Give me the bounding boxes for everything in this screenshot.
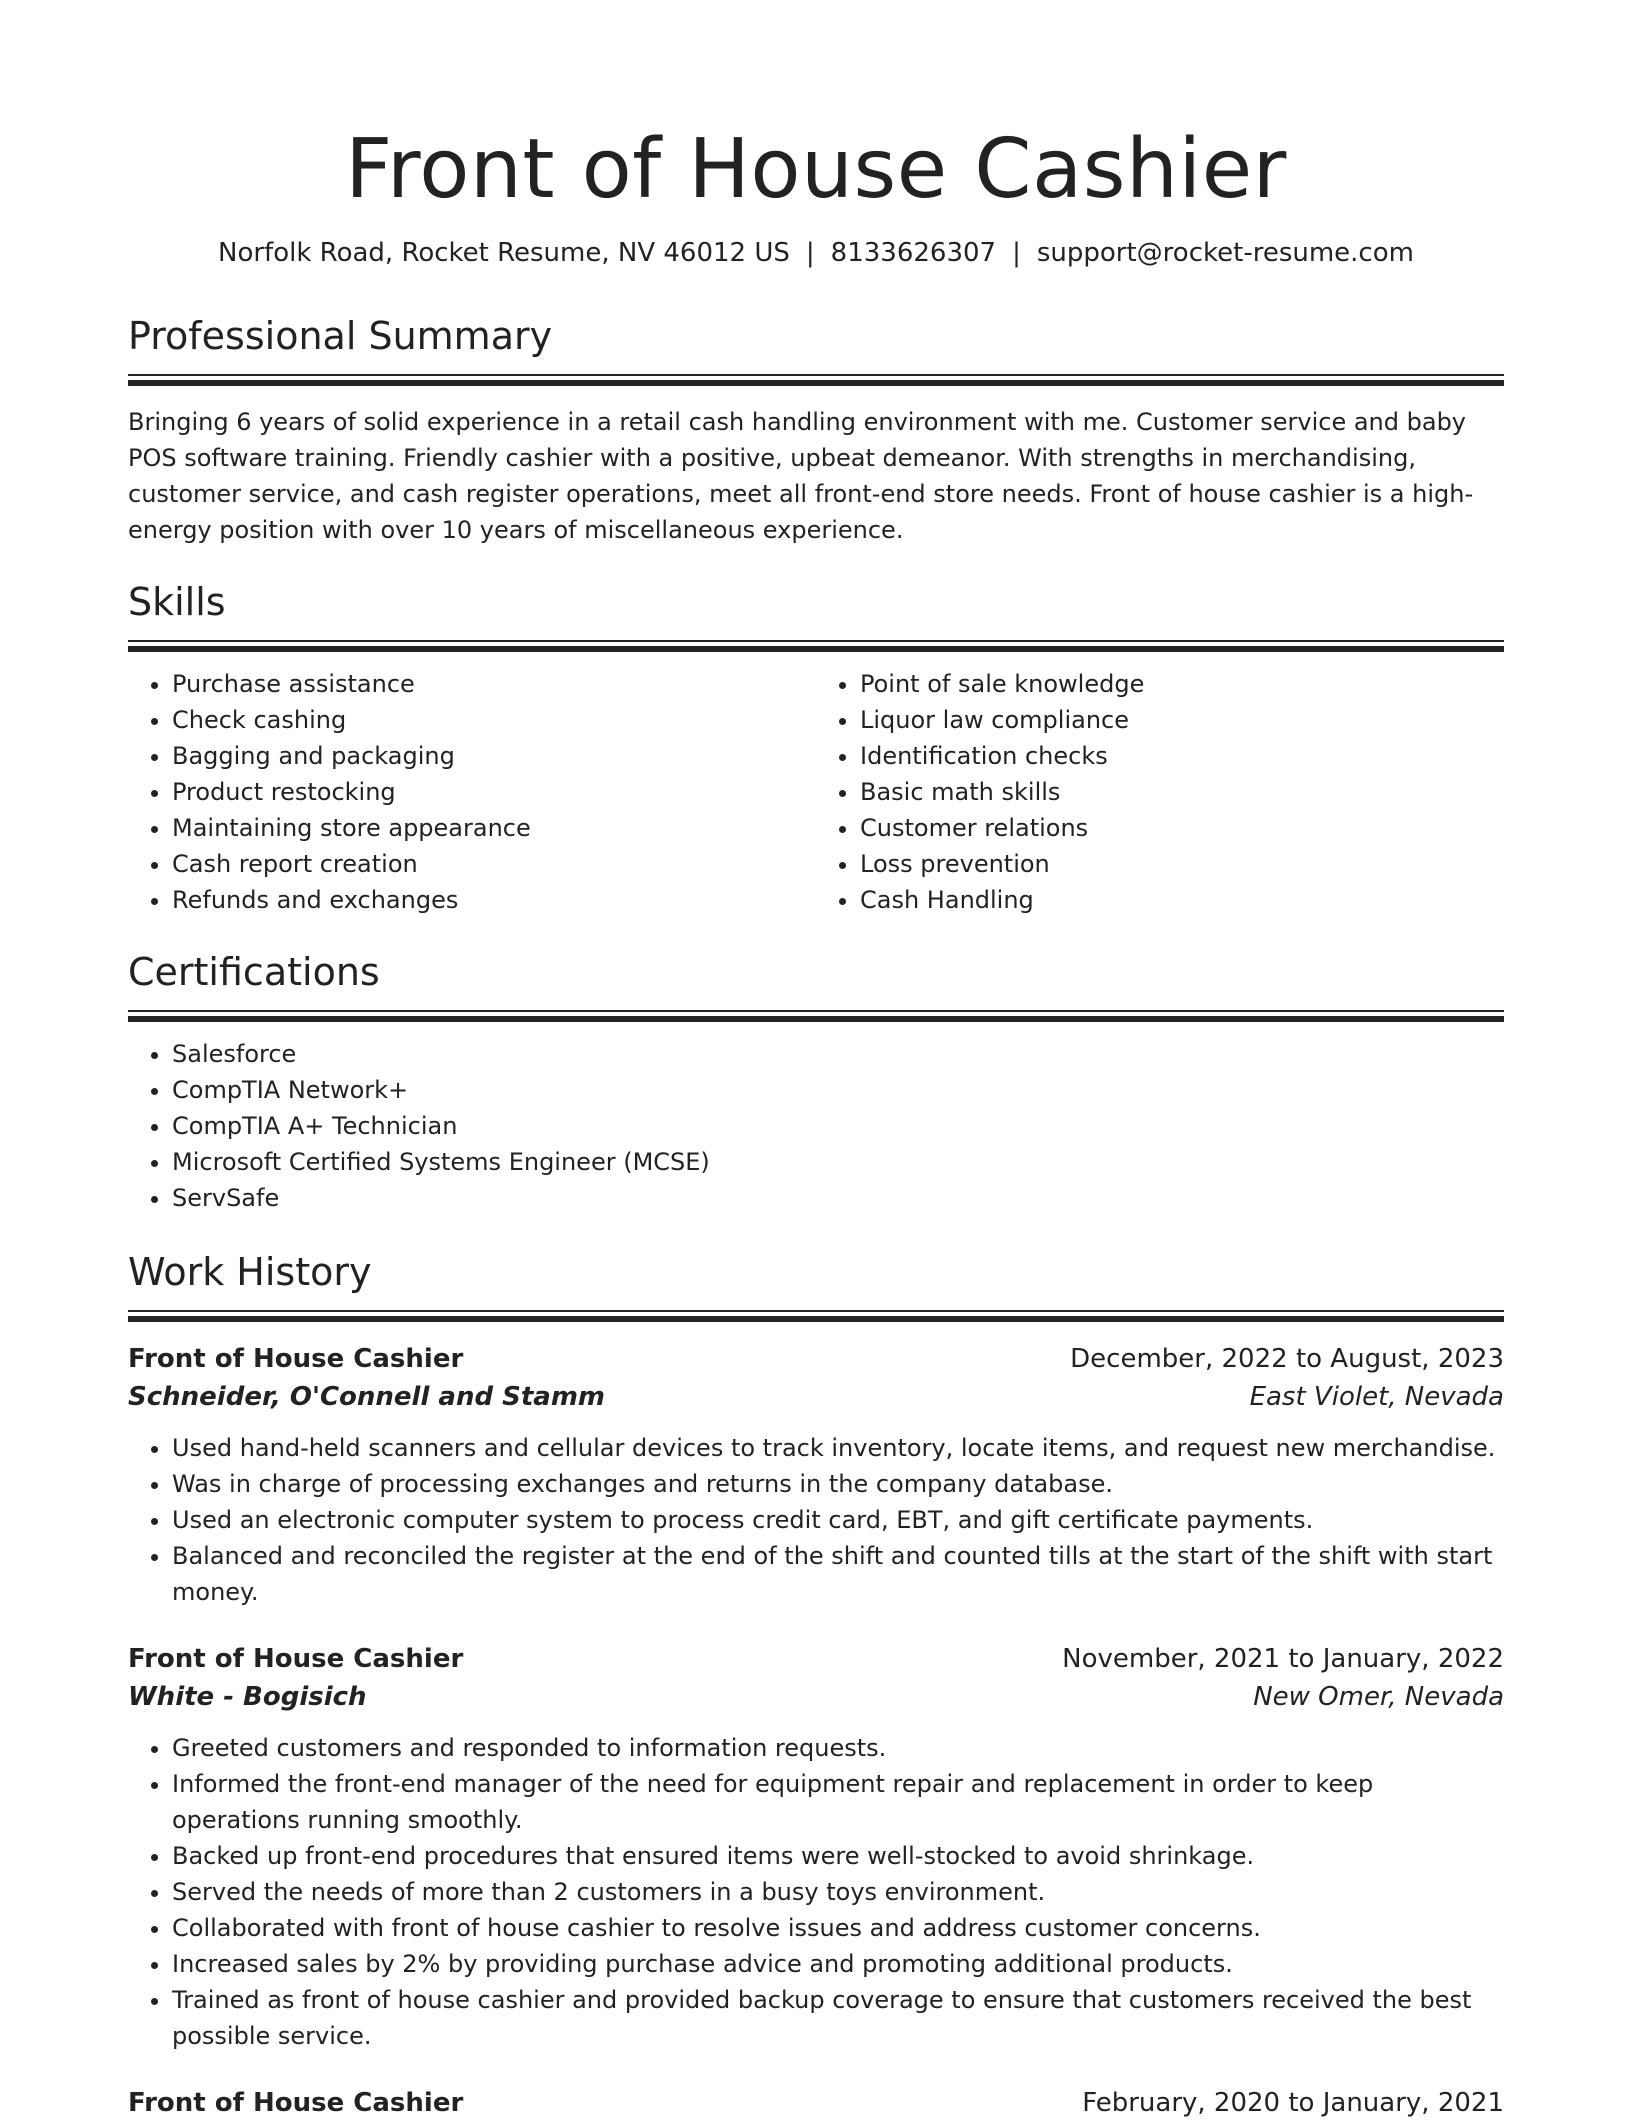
section-divider [128, 374, 1504, 386]
skill-item: • Point of sale knowledge [860, 666, 1504, 702]
job-bullet: • Used an electronic computer system to process credit card, EBT, and gift certificate payments. [172, 1502, 1504, 1538]
skill-item: • Purchase assistance [172, 666, 816, 702]
section-divider [128, 640, 1504, 652]
job-bullet: • Collaborated with front of house cashier to resolve issues and address customer concerns. [172, 1910, 1504, 1946]
job-bullet: • Greeted customers and responded to information requests. [172, 1730, 1504, 1766]
skills-title: Skills [128, 580, 226, 624]
job-location: New Omer, Nevada [1253, 1682, 1504, 1712]
job-bullet: • Backed up front-end procedures that ensured items were well-stocked to avoid shrinkage. [172, 1838, 1504, 1874]
certification-item: • CompTIA A+ Technician [172, 1108, 1504, 1144]
job-bullet: • Served the needs of more than 2 customers in a busy toys environment. [172, 1874, 1504, 1910]
skill-item: • Cash Handling [860, 882, 1504, 918]
job-header-row [128, 2084, 1504, 2122]
skill-item: • Liquor law compliance [860, 702, 1504, 738]
contact-separator: | [805, 238, 815, 268]
job-bullet: • Was in charge of processing exchanges and returns in the company database. [172, 1466, 1504, 1502]
skill-item: • Maintaining store appearance [172, 810, 816, 846]
skill-item: • Refunds and exchanges [172, 882, 816, 918]
resume-name: Front of House Cashier [345, 122, 1287, 217]
certifications-list [128, 1036, 1504, 1216]
skill-item: • Cash report creation [172, 846, 816, 882]
job-entry [128, 2084, 1504, 2122]
summary-section [128, 312, 1504, 548]
contact-address: Norfolk Road, Rocket Resume, NV 46012 US [218, 238, 790, 268]
job-bullets [128, 1430, 1504, 1610]
contact-line [128, 236, 1504, 270]
summary-title: Professional Summary [128, 314, 553, 358]
certification-item: • ServSafe [172, 1180, 1504, 1216]
job-company-row [128, 1678, 1504, 1716]
job-title: Front of House Cashier [128, 1644, 464, 1674]
contact-phone: 8133626307 [830, 238, 997, 268]
certification-item: • Microsoft Certified Systems Engineer (MCSE) [172, 1144, 1504, 1180]
skill-item: • Customer relations [860, 810, 1504, 846]
job-entry [128, 1340, 1504, 1610]
skill-item: • Loss prevention [860, 846, 1504, 882]
work-history-section [128, 1248, 1504, 2122]
contact-email[interactable]: support@rocket-resume.com [1036, 238, 1414, 268]
job-entry [128, 1640, 1504, 2054]
job-bullet: • Informed the front-end manager of the need for equipment repair and replacement in order to keep operations running smoothly. [172, 1766, 1504, 1838]
job-company: White - Bogisich [128, 1682, 367, 1712]
job-bullet: • Increased sales by 2% by providing purchase advice and promoting additional products. [172, 1946, 1504, 1982]
certification-item: • Salesforce [172, 1036, 1504, 1072]
skill-item: • Check cashing [172, 702, 816, 738]
job-title: Front of House Cashier [128, 1344, 464, 1374]
skills-section [128, 578, 1504, 918]
section-divider [128, 1310, 1504, 1322]
job-company-row [128, 1378, 1504, 1416]
job-dates: December, 2022 to August, 2023 [1070, 1344, 1504, 1374]
work-history-title: Work History [128, 1250, 372, 1294]
job-dates: November, 2021 to January, 2022 [1062, 1644, 1504, 1674]
job-company: Schneider, O'Connell and Stamm [128, 1382, 606, 1412]
contact-separator: | [1012, 238, 1021, 268]
job-header-row [128, 1340, 1504, 1378]
job-header-row [128, 1640, 1504, 1678]
job-title: Front of House Cashier [128, 2088, 464, 2118]
skill-item: • Product restocking [172, 774, 816, 810]
certification-item: • CompTIA Network+ [172, 1072, 1504, 1108]
job-dates: February, 2020 to January, 2021 [1082, 2088, 1504, 2118]
certifications-title: Certifications [128, 950, 380, 994]
job-bullets [128, 1730, 1504, 2054]
skill-item: • Bagging and packaging [172, 738, 816, 774]
skill-item: • Identification checks [860, 738, 1504, 774]
skill-item: • Basic math skills [860, 774, 1504, 810]
job-bullet: • Used hand-held scanners and cellular devices to track inventory, locate items, and request new merchandise. [172, 1430, 1504, 1466]
skills-list-left [128, 666, 816, 918]
summary-text: Bringing 6 years of solid experience in a retail cash handling environment with me. Customer service and baby POS software training. Friendly cashier with a positive, upbeat demeanor. With strengths in merchandising, customer service, and cash register operations, meet all front-end store needs. Front of house cashier is a high-energy position with over 10 years of miscellaneous experience. [128, 408, 1474, 544]
job-bullet: • Balanced and reconciled the register at the end of the shift and counted tills at the start of the shift with start money. [172, 1538, 1504, 1610]
job-bullet: • Trained as front of house cashier and provided backup coverage to ensure that customers received the best possible service. [172, 1982, 1504, 2054]
section-divider [128, 1010, 1504, 1022]
skills-list-right [816, 666, 1504, 918]
job-location: East Violet, Nevada [1249, 1382, 1504, 1412]
skills-columns [128, 666, 1504, 918]
certifications-section [128, 948, 1504, 1216]
